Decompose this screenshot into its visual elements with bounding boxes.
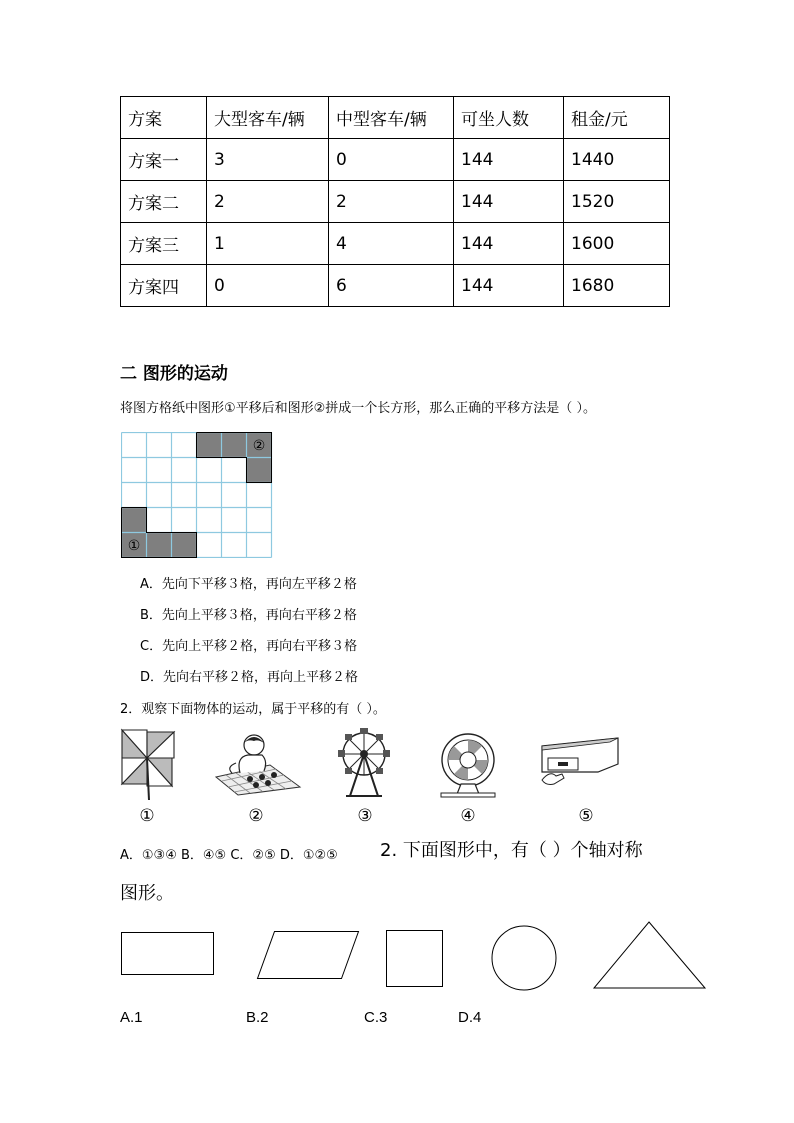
question-3-text: 2. 下面图形中，有（ ）个轴对称 [380, 840, 643, 861]
table-header-cell: 大型客车/辆 [207, 97, 329, 139]
question-1-text: 将图方格纸中图形①平移后和图形②拼成一个长方形，那么正确的平移方法是（ ）。 [120, 401, 596, 416]
table-cell: 方案三 [121, 223, 207, 265]
table-cell: 0 [329, 139, 454, 181]
drawer-icon [540, 736, 622, 788]
table-row [121, 181, 670, 223]
section-heading: 二 图形的运动 [120, 364, 228, 384]
table-cell: 0 [207, 265, 329, 307]
picture-label: ④ [460, 806, 476, 826]
question-2-options: A．①③④ B．④⑤ C．②⑤ D．①②⑤ [120, 848, 338, 863]
table-cell: 2 [207, 181, 329, 223]
table-cell: 方案二 [121, 181, 207, 223]
table-cell: 1440 [564, 139, 670, 181]
shaded-cell [172, 533, 197, 558]
picture-label: ② [248, 806, 264, 826]
square-grid-figure [121, 432, 273, 558]
answer-b: B.2 [246, 1009, 269, 1026]
shape-1-label: ① [127, 538, 141, 554]
shaded-cell [247, 458, 272, 483]
answer-c: C.3 [364, 1009, 388, 1026]
table-cell: 144 [454, 139, 564, 181]
shape-2-label: ② [252, 438, 266, 454]
question-3-text-continued: 图形。 [120, 883, 174, 904]
table-header-cell: 租金/元 [564, 97, 670, 139]
child-board-game-icon [210, 733, 302, 797]
answer-d: D.4 [458, 1009, 482, 1026]
table-cell: 1600 [564, 223, 670, 265]
option-c: C．先向上平移２格，再向右平移３格 [140, 639, 358, 654]
question-2-text: 2．观察下面物体的运动，属于平移的有（ ）。 [120, 702, 386, 717]
option-d: D．先向右平移２格，再向上平移２格 [140, 670, 359, 685]
table-cell: 3 [207, 139, 329, 181]
picture-label: ⑤ [578, 806, 594, 826]
shapes-row [118, 918, 712, 994]
shaded-cell [122, 508, 147, 533]
rental-plan-table [120, 96, 670, 307]
table-row [121, 265, 670, 307]
rectangle-shape [122, 933, 214, 975]
table-cell: 144 [454, 223, 564, 265]
table-cell: 4 [329, 223, 454, 265]
shaded-cell [222, 433, 247, 458]
triangle-shape [594, 922, 705, 988]
table-header-cell: 中型客车/辆 [329, 97, 454, 139]
table-cell: 方案一 [121, 139, 207, 181]
shaded-cell [147, 533, 172, 558]
table-header-row [121, 97, 670, 139]
table-cell: 6 [329, 265, 454, 307]
table-cell: 1680 [564, 265, 670, 307]
table-row [121, 223, 670, 265]
option-a: A．先向下平移３格，再向左平移２格 [140, 577, 357, 592]
picture-label: ③ [357, 806, 373, 826]
spinning-wheel-icon [437, 732, 499, 798]
parallelogram-shape [258, 932, 359, 979]
table-cell: 1520 [564, 181, 670, 223]
table-row [121, 139, 670, 181]
table-cell: 方案四 [121, 265, 207, 307]
table-cell: 144 [454, 181, 564, 223]
table-header-cell: 方案 [121, 97, 207, 139]
ferris-wheel-icon [338, 728, 390, 800]
table-cell: 144 [454, 265, 564, 307]
shaded-cell [197, 433, 222, 458]
table-cell: 1 [207, 223, 329, 265]
table-header-cell: 可坐人数 [454, 97, 564, 139]
table-cell: 2 [329, 181, 454, 223]
answer-a: A.1 [120, 1009, 143, 1026]
option-b: B．先向上平移３格，再向右平移２格 [140, 608, 357, 623]
square-shape [387, 931, 443, 987]
circle-shape [492, 926, 556, 990]
picture-label: ① [139, 806, 155, 826]
pinwheel-icon [118, 728, 176, 800]
